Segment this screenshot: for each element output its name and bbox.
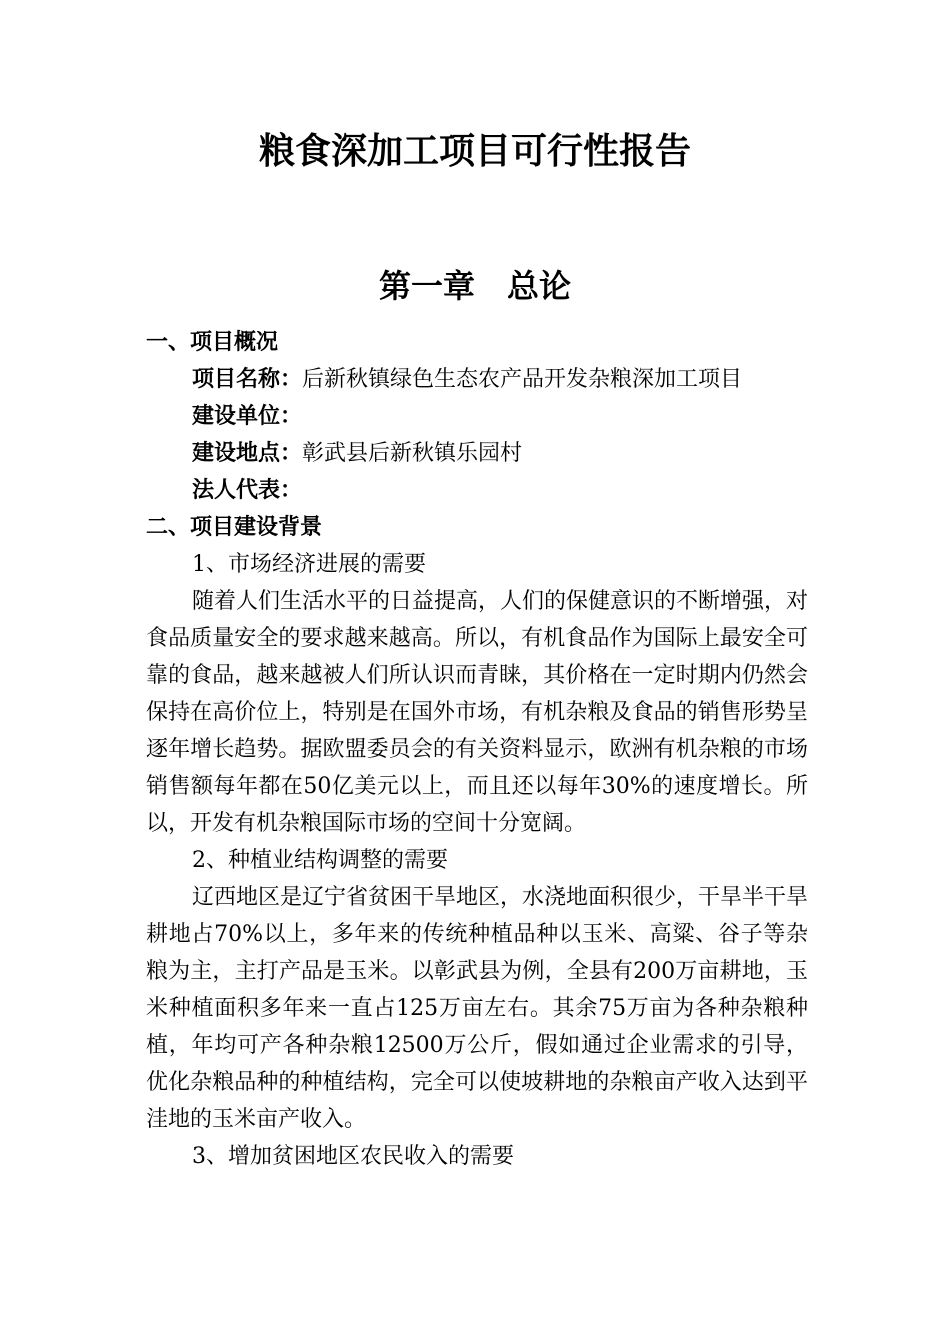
field-value: 彰武县后新秋镇乐园村 [302, 441, 523, 466]
subheading-planting-structure: 2、种植业结构调整的需要 [192, 848, 448, 873]
section-heading-background: 二、项目建设背景 [146, 514, 323, 540]
subheading-farmer-income: 3、增加贫困地区农民收入的需要 [192, 1144, 514, 1169]
paragraph-market-economy: 随着人们生活水平的日益提高，人们的保健意识的不断增强，对食品质量安全的要求越来越高。所以，有机食品作为国际上最安全可靠的食品，越来越被人们所认识而青睐，其价格在一定时期内仍然会保持在高价位上，特别是在国外市场，有机杂粮及食品的销售形势呈逐年增长趋势。据欧盟委员会的有关资料显示，欧洲有机杂粮的市场销售额每年都在50亿美元以上，而且还以每年30%的速度增长。所以，开发有机杂粮国际市场的空间十分宽阔。 [146, 589, 809, 836]
field-label: 建设单位： [192, 403, 303, 429]
field-label: 法人代表： [192, 477, 303, 503]
document-title: 粮食深加工项目可行性报告 [258, 130, 691, 172]
field-construction-unit [146, 398, 808, 435]
section-heading-project-overview: 一、项目概况 [146, 329, 279, 355]
field-project-name [146, 361, 808, 398]
paragraph-planting-structure: 辽西地区是辽宁省贫困干旱地区，水浇地面积很少，干旱半干旱耕地占70%以上，多年来的传统种植品种以玉米、高粱、谷子等杂粮为主，主打产品是玉米。以彰武县为例，全县有200万亩耕地，玉米种植面积多年来一直占125万亩左右。其余75万亩为各种杂粮种植，年均可产各种杂粮12500万公斤，假如通过企业需求的引导，优化杂粮品种的种植结构，完全可以使坡耕地的杂粮亩产收入达到平洼地的玉米亩产收入。 [146, 885, 809, 1132]
field-construction-site [146, 435, 808, 472]
field-value: 后新秋镇绿色生态农产品开发杂粮深加工项目 [302, 367, 743, 392]
chapter-title: 第一章 总论 [378, 267, 571, 305]
field-label: 建设地点： [192, 440, 303, 466]
field-label: 项目名称： [192, 366, 303, 392]
subheading-market-economy: 1、市场经济进展的需要 [192, 552, 426, 577]
field-legal-representative [146, 472, 808, 509]
document-body [146, 324, 808, 1175]
